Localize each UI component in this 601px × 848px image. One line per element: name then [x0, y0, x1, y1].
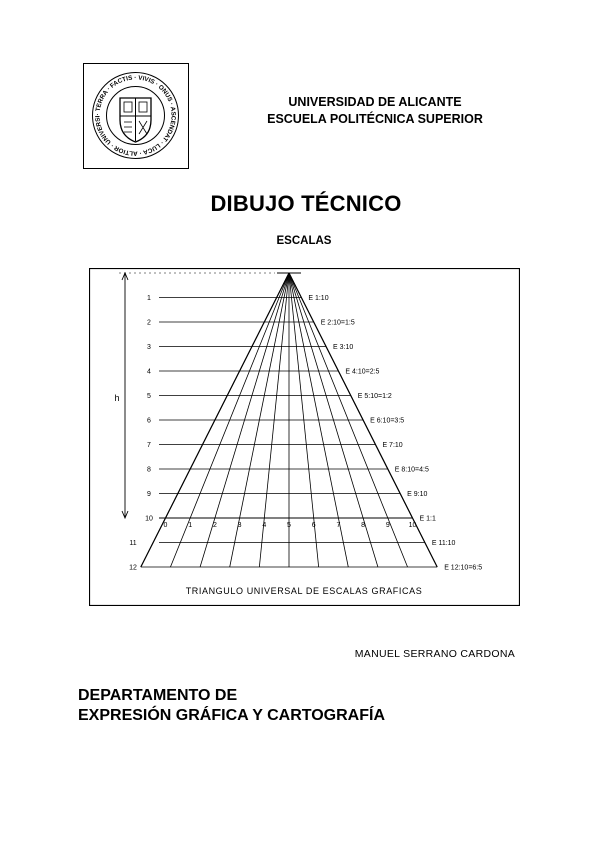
department-line-1: DEPARTAMENTO DE — [78, 687, 238, 704]
base-division-label: 10 — [408, 522, 417, 529]
scale-label: E 12:10=6:5 — [444, 564, 483, 572]
row-number: 8 — [147, 466, 151, 474]
row-number: 2 — [147, 319, 151, 327]
page-subtitle: ESCALAS — [276, 235, 332, 247]
row-number: 6 — [147, 417, 151, 425]
row-number: 5 — [147, 393, 151, 400]
base-division-label: 9 — [385, 522, 390, 529]
base-division-label: 6 — [311, 522, 316, 529]
base-division-label: 7 — [336, 522, 341, 529]
scale-label: E 7:10 — [382, 442, 403, 449]
author-name: MANUEL SERRANO CARDONA — [354, 648, 515, 660]
department-block — [78, 686, 385, 726]
scale-label: E 3:10 — [333, 344, 354, 351]
scale-label: E 2:10=1:5 — [320, 319, 355, 327]
base-division-label: 3 — [237, 522, 242, 529]
scale-label: E 1:1 — [419, 515, 436, 523]
height-label: h — [114, 393, 120, 403]
seal-text: · TERRA · FACTIS · VIVIS · ONUS · ASCENDAT · LUCA · ALTIOR · UNIVERSI — [94, 74, 177, 157]
base-division-label: 2 — [212, 522, 217, 529]
university-seal — [83, 63, 189, 169]
university-name: UNIVERSIDAD DE ALICANTE — [288, 95, 462, 109]
scale-label: E 1:10 — [308, 295, 329, 302]
base-division-label: 0 — [163, 522, 168, 529]
row-number: 4 — [147, 368, 151, 376]
scale-label: E 6:10=3:5 — [370, 417, 405, 425]
department-line-2: EXPRESIÓN GRÁFICA Y CARTOGRAFÍA — [78, 707, 385, 724]
base-division-label: 4 — [262, 522, 267, 529]
base-division-label: 8 — [361, 522, 366, 529]
figure-frame — [90, 269, 520, 606]
row-number: 1 — [147, 295, 151, 302]
base-division-label: 5 — [287, 522, 291, 529]
scale-triangle-diagram — [89, 268, 520, 606]
row-number: 10 — [145, 515, 153, 523]
row-number: 9 — [147, 491, 151, 498]
institution-header — [215, 94, 535, 128]
page-title: DIBUJO TÉCNICO — [210, 191, 402, 216]
base-division-label: 1 — [188, 522, 193, 529]
row-number: 12 — [129, 564, 137, 572]
row-number: 7 — [147, 442, 151, 449]
scale-label: E 5:10=1:2 — [357, 393, 392, 400]
scale-label: E 4:10=2:5 — [345, 368, 380, 376]
scale-label: E 9:10 — [407, 491, 428, 498]
scale-label: E 11:10 — [431, 540, 456, 547]
row-number: 11 — [129, 540, 137, 547]
scale-label: E 8:10=4:5 — [394, 466, 429, 474]
school-name: ESCUELA POLITÉCNICA SUPERIOR — [267, 112, 483, 126]
row-number: 3 — [147, 344, 151, 351]
figure-caption: TRIANGULO UNIVERSAL DE ESCALAS GRAFICAS — [185, 586, 423, 596]
seal-icon — [84, 64, 187, 167]
scale-triangle-figure — [89, 268, 520, 606]
